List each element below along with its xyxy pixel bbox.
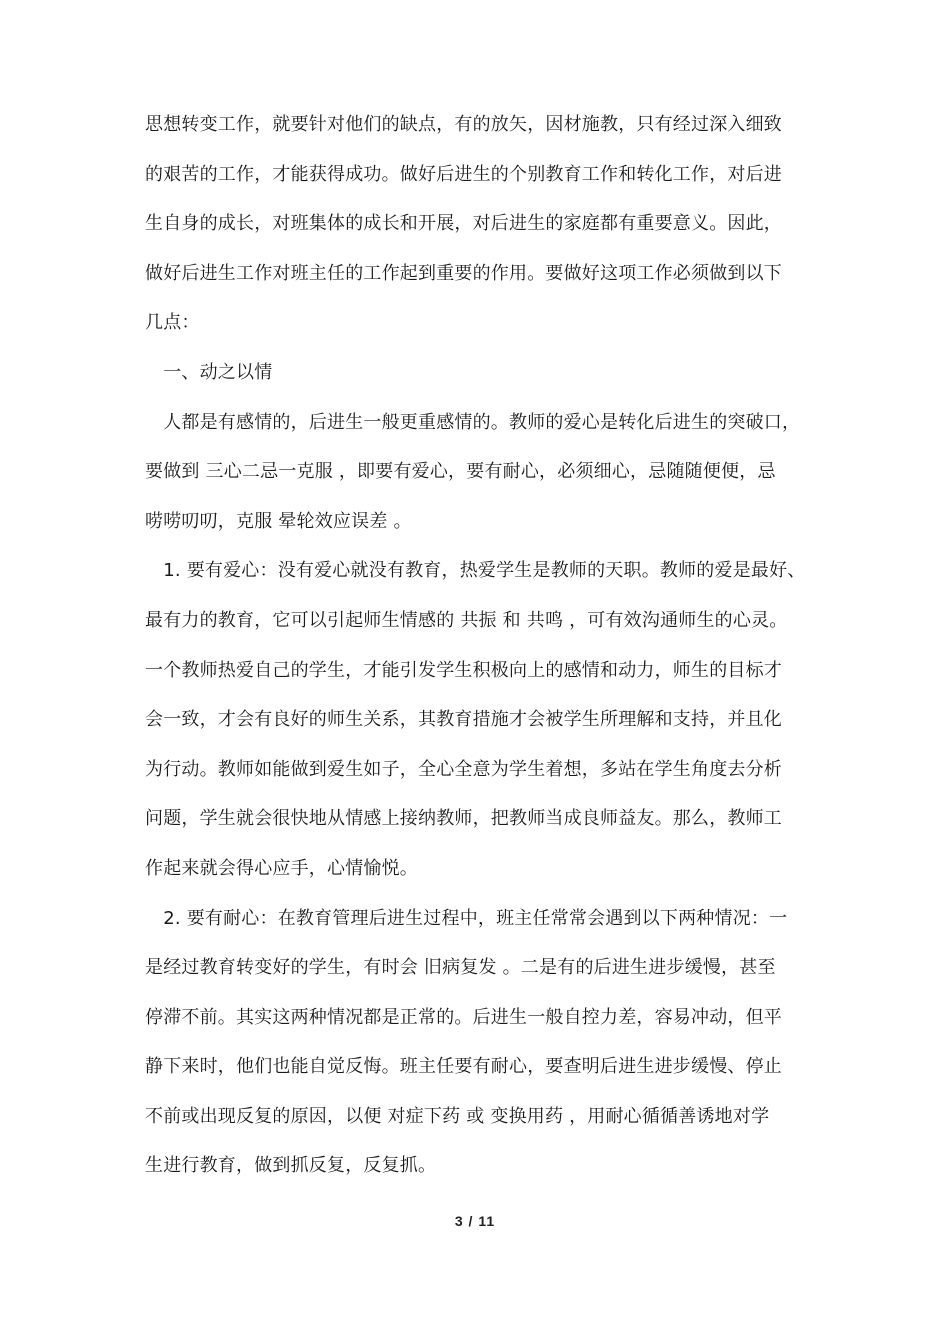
text-line: 要做到 三心二忌一克服 ，即要有爱心，要有耐心，必须细心，忌随随便便，忌 [145, 461, 776, 483]
text-line: 唠唠叨叨，克服 晕轮效应误差 。 [145, 510, 412, 532]
text-line: 一个教师热爱自己的学生，才能引发学生积极向上的感情和动力，师生的目标才 [145, 659, 782, 681]
page-number: 3 / 11 [454, 1213, 496, 1229]
text-line: 人都是有感情的，后进生一般更重感情的。教师的爱心是转化后进生的突破口， [145, 411, 801, 433]
text-line: 最有力的教育，它可以引起师生情感的 共振 和 共鸣 ，可有效沟通师生的心灵。 [145, 609, 788, 631]
text-line: 会一致，才会有良好的师生关系，其教育措施才会被学生所理解和支持，并且化 [145, 709, 782, 731]
text-line: 做好后进生工作对班主任的工作起到重要的作用。要做好这项工作必须做到以下 [145, 262, 782, 284]
text-line: 是经过教育转变好的学生，有时会 旧病复发 。二是有的后进生进步缓慢，甚至 [145, 957, 776, 979]
text-line: 作起来就会得心应手，心情愉悦。 [145, 857, 418, 879]
text-line: 静下来时，他们也能自觉反悔。班主任要有耐心，要查明后进生进步缓慢、停止 [145, 1056, 782, 1078]
text-line: 停滞不前。其实这两种情况都是正常的。后进生一般自控力差，容易冲动，但平 [145, 1006, 782, 1028]
text-line: 生进行教育，做到抓反复，反复抓。 [145, 1155, 437, 1177]
text-line: 不前或出现反复的原因，以便 对症下药 或 变换用药 ，用耐心循循善诱地对学 [145, 1105, 770, 1127]
text-line: 1. 要有爱心：没有爱心就没有教育，热爱学生是教师的天职。教师的爱是最好、 [145, 560, 806, 582]
section-heading: 一、动之以情 [145, 361, 273, 383]
body-text [145, 107, 825, 1198]
text-line: 思想转变工作，就要针对他们的缺点，有的放矢，因材施教，只有经过深入细致 [145, 114, 782, 135]
text-line: 2. 要有耐心：在教育管理后进生过程中，班主任常常会遇到以下两种情况：一 [145, 907, 788, 929]
text-line: 生自身的成长，对班集体的成长和开展，对后进生的家庭都有重要意义。因此， [145, 213, 782, 235]
text-line: 问题，学生就会很快地从情感上接纳教师，把教师当成良师益友。那么，教师工 [145, 808, 782, 830]
text-line: 的艰苦的工作，才能获得成功。做好后进生的个别教育工作和转化工作，对后进 [145, 163, 782, 185]
text-line: 为行动。教师如能做到爱生如子，全心全意为学生着想，多站在学生角度去分析 [145, 758, 782, 780]
text-line: 几点： [145, 312, 200, 334]
